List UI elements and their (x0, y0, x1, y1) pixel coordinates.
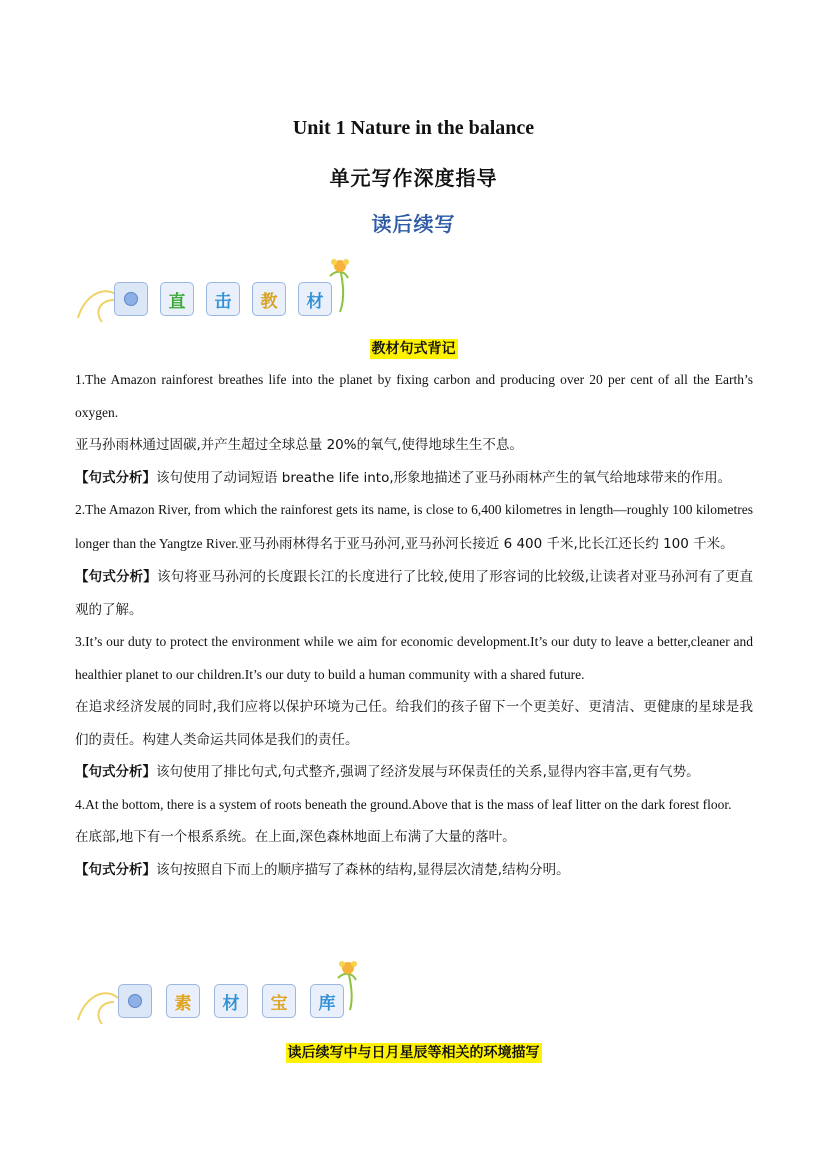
english-sentence: 4.At the bottom, there is a system of roots beneath the ground.Above that is the mass of leaf litter on the dark forest floor. (75, 796, 732, 812)
banner-char: 击 (214, 291, 232, 312)
banner-zhiji-jiaocai (74, 256, 374, 328)
english-sentence: 2.The Amazon River, from which the rainforest gets its name, is close to 6,400 kilometres in length—roughly 100 kilometres longer than the Yangtze River. (75, 502, 753, 551)
banner-char: 库 (318, 993, 336, 1014)
banner-char-tile (214, 984, 248, 1018)
analysis-text: 该句使用了排比句式,句式整齐,强调了经济发展与环保责任的关系,显得内容丰富,更有气势。 (156, 764, 700, 780)
section-heading-2 (0, 1042, 827, 1062)
sentence-block (75, 494, 753, 561)
banner-char: 直 (168, 291, 186, 312)
banner-char-tile (298, 282, 332, 316)
bullet-dot-icon (124, 292, 138, 306)
analysis-paragraph (75, 561, 753, 626)
section-heading-1 (0, 338, 827, 358)
english-sentence: 3.It’s our duty to protect the environment while we aim for economic development.It’s our duty to leave a better,cleaner and healthier planet to our children.It’s our duty to build a human community with a shared future. (75, 634, 753, 682)
chinese-translation: 亚马孙雨林通过固碳,并产生超过全球总量 20%的氧气,使得地球生生不息。 (75, 437, 523, 453)
chinese-translation: 在追求经济发展的同时,我们应将以保护环境为己任。给我们的孩子留下一个更美好、更清洁、更健康的星球是我们的责任。构建人类命运共同体是我们的责任。 (75, 699, 753, 748)
banner-char-tile (166, 984, 200, 1018)
analysis-text: 该句将亚马孙河的长度跟长江的长度进行了比较,使用了形容词的比较级,让读者对亚马孙河有了更直观的了解。 (75, 569, 753, 618)
banner-sucai-baoku (74, 958, 374, 1030)
banner-char: 教 (260, 291, 278, 312)
highlighted-heading: 读后续写中与日月星辰等相关的环境描写 (287, 1045, 540, 1061)
banner-char: 材 (222, 993, 240, 1014)
analysis-text: 该句使用了动词短语 breathe life into,形象地描述了亚马孙雨林产生的氧气给地球带来的作用。 (156, 469, 732, 486)
banner-dot-tile (118, 984, 152, 1018)
banner-char: 材 (306, 291, 324, 312)
analysis-paragraph (75, 462, 753, 495)
banner-dot-tile (114, 282, 148, 316)
banner-char-tile (206, 282, 240, 316)
section-title: 读后续写 (371, 212, 456, 236)
banner-char-tile (252, 282, 286, 316)
banner-char-tile (160, 282, 194, 316)
analysis-text: 该句按照自下而上的顺序描写了森林的结构,显得层次清楚,结构分明。 (156, 861, 570, 878)
analysis-paragraph (75, 756, 753, 789)
bullet-dot-icon (128, 994, 142, 1008)
unit-title: Unit 1 Nature in the balance (292, 117, 535, 139)
analysis-label: 【句式分析】 (75, 569, 157, 585)
banner-char: 宝 (270, 993, 288, 1014)
banner-char-tile (310, 984, 344, 1018)
banner-char-tile (262, 984, 296, 1018)
chinese-translation: 亚马孙雨林得名于亚马孙河,亚马孙河长接近 6 400 千米,比长江还长约 100 千米。 (238, 535, 734, 552)
analysis-label: 【句式分析】 (75, 861, 156, 878)
page-subtitle: 单元写作深度指导 (329, 166, 498, 190)
english-sentence: 1.The Amazon rainforest breathes life into the planet by fixing carbon and producing over 20 per cent of all the Earth’s oxygen. (75, 372, 753, 420)
analysis-paragraph (75, 854, 753, 887)
highlighted-heading: 教材句式背记 (371, 341, 456, 357)
chinese-translation: 在底部,地下有一个根系系统。在上面,深色森林地面上布满了大量的落叶。 (75, 829, 516, 845)
banner-char: 素 (174, 993, 192, 1014)
analysis-label: 【句式分析】 (75, 764, 156, 780)
analysis-label: 【句式分析】 (75, 469, 156, 486)
sentence-list (75, 364, 753, 886)
